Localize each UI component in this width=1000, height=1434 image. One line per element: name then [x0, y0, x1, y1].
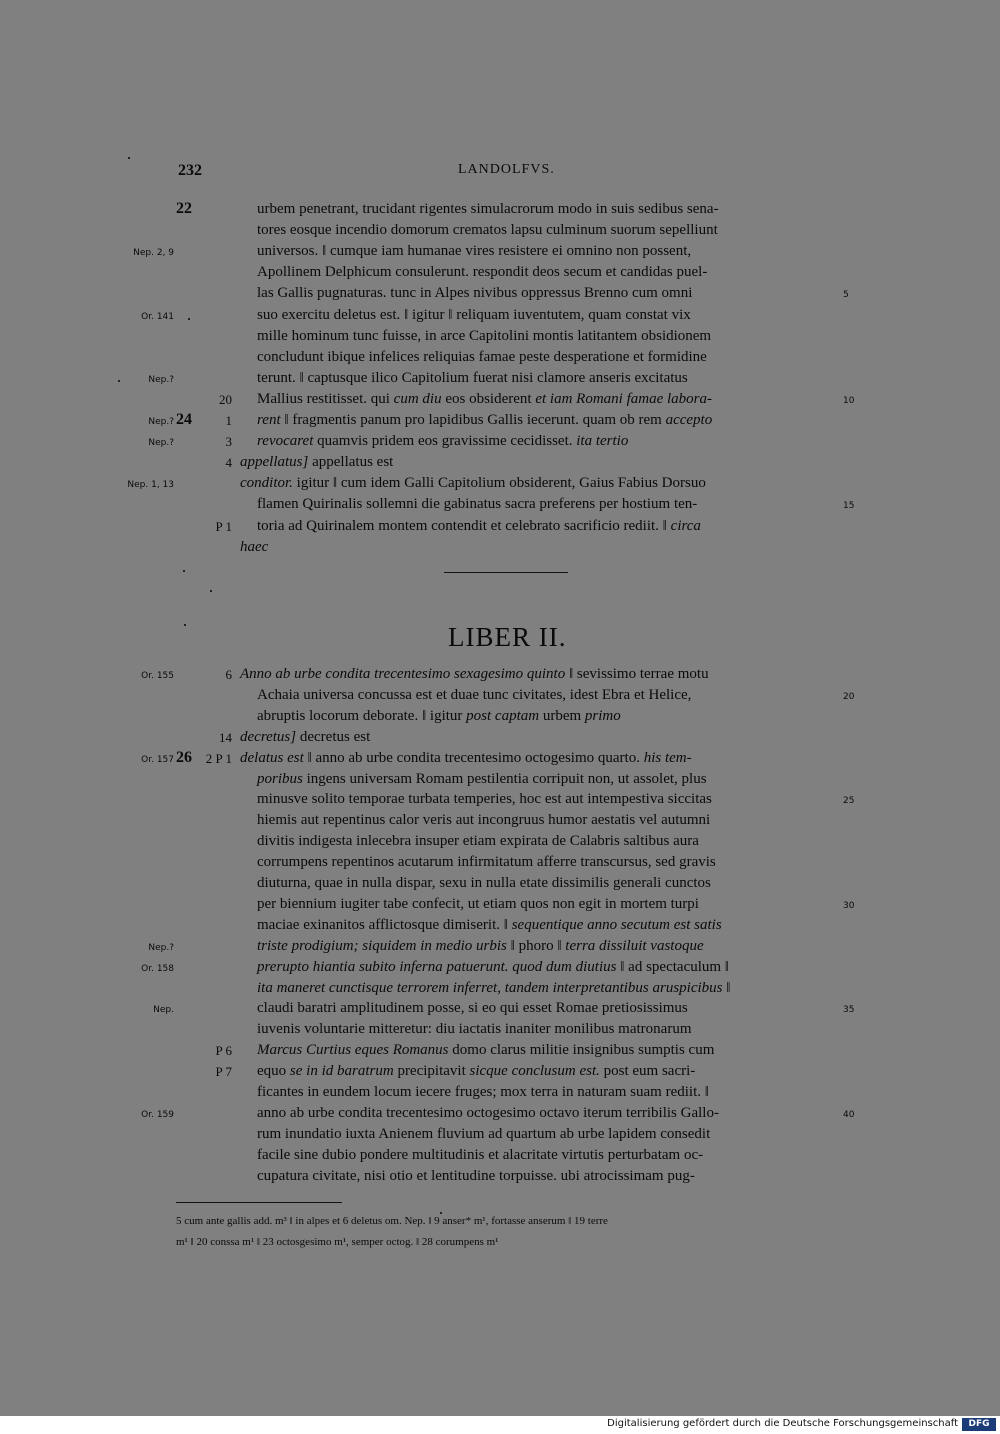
source-reference: Nep. [153, 1005, 174, 1016]
line-text: cupatura civitate, nisi otio et lentitudine torpuisse. ubi atrocissimam pug- [257, 1167, 695, 1184]
footnote-line: m¹ ‖ 20 conssa m¹ ‖ 23 octosgesimo m¹, semper octog. ‖ 28 corumpens m¹ [176, 1236, 499, 1248]
text-line [0, 1063, 1000, 1084]
text-line [0, 687, 1000, 708]
apparatus-reference: 2 P 1 [205, 750, 232, 766]
text-line [0, 518, 1000, 539]
text-line [0, 708, 1000, 729]
line-text: ficantes in eundem locum iecere fruges; mox terra in naturam suam rediit. ‖ [257, 1084, 709, 1100]
source-reference: Or. 159 [141, 1109, 174, 1120]
line-text: poribus ingens universam Romam pestilentia corripuit non, ut assolet, plus [257, 770, 707, 787]
dfg-logo: DFG [962, 1418, 996, 1431]
line-text: corrumpens repentinos acutarum infirmitatum afferre transcursus, sed gravis [257, 854, 716, 871]
text-line [0, 222, 1000, 243]
text-line [0, 1147, 1000, 1168]
line-number: 40 [843, 1109, 855, 1120]
line-text: flamen Quirinalis sollemni die gabinatus sacra preferens per hostium ten- [257, 496, 698, 513]
text-line [0, 391, 1000, 412]
line-text: tores eosque incendio domorum crematos lapsu culminum suorum sepelliunt [257, 222, 718, 239]
text-line [0, 875, 1000, 896]
line-text: per biennium iugiter tabe confecit, ut etiam quos non egit in mortem turpi [257, 895, 699, 912]
line-text: mille hominum tunc fuisse, in arce Capitolini montis latitantem obsidionem [257, 327, 712, 344]
text-line [0, 1021, 1000, 1042]
scan-speck [184, 624, 186, 626]
line-number: 5 [843, 290, 849, 301]
running-head: LANDOLFVS. [458, 162, 555, 177]
line-text: terunt. ‖ captusque ilico Capitolium fuerat nisi clamore anseris excitatus [257, 369, 688, 386]
text-line [0, 854, 1000, 875]
text-line [0, 917, 1000, 938]
line-text: haec [240, 538, 269, 555]
line-text: abruptis locorum deborate. ‖ igitur post captam urbem primo [257, 707, 621, 724]
text-line [0, 475, 1000, 496]
line-number: 35 [843, 1005, 855, 1016]
source-reference: Nep. 2, 9 [133, 248, 174, 259]
text-line [0, 412, 1000, 433]
text-line [0, 243, 1000, 264]
apparatus-reference: 4 [225, 455, 232, 471]
text-line [0, 349, 1000, 370]
line-text: toria ad Quirinalem montem contendit et celebrato sacrificio rediit. ‖ circa [257, 517, 701, 534]
line-text: delatus est ‖ anno ab urbe condita trecentesimo octogesimo quarto. his tem- [240, 749, 692, 766]
line-number: 30 [843, 900, 855, 911]
line-number: 20 [843, 691, 855, 702]
text-line [0, 433, 1000, 454]
text-line [0, 750, 1000, 771]
text-line [0, 307, 1000, 328]
text-line [0, 1042, 1000, 1063]
line-text: equo se in id baratrum precipitavit sicque conclusum est. post eum sacri- [257, 1063, 696, 1080]
line-text: Achaia universa concussa est et duae tunc civitates, idest Ebra et Helice, [257, 686, 692, 703]
page-header [0, 162, 1000, 186]
footnote-rule [176, 1202, 342, 1203]
text-line [0, 328, 1000, 349]
chapter-number: 24 [176, 411, 192, 428]
text-line [0, 539, 1000, 560]
text-line [0, 370, 1000, 391]
line-text: claudi baratri amplitudinem posse, si eo qui esset Romae pretiosissimus [257, 1000, 688, 1017]
line-text: prerupto hiantia subito inferna patuerunt. quod dum diutius ‖ ad spectaculum ‖ [257, 958, 730, 975]
line-text: hiemis aut repentinus calor veris aut incongruus humor aestatis vel autumni [257, 812, 711, 829]
scan-speck [210, 590, 212, 592]
text-line [0, 1168, 1000, 1189]
apparatus-reference: 6 [225, 667, 232, 682]
page-number: 232 [178, 162, 202, 179]
text-line [0, 771, 1000, 792]
book-title: LIBER II. [448, 622, 567, 652]
line-text: conditor. igitur ‖ cum idem Galli Capitolium obsiderent, Gaius Fabius Dorsuo [240, 475, 706, 492]
chapter-number: 22 [176, 200, 192, 217]
scan-speck [118, 380, 120, 382]
line-text: maciae exinanitos afflictosque dimiserit. ‖ sequentique anno secutum est satis [257, 916, 722, 933]
line-text: decretus] decretus est [240, 728, 371, 745]
apparatus-reference: P 1 [215, 518, 232, 534]
line-text: rum inundatio iuxta Anienem fluvium ad quartum ab urbe lapidem consedit [257, 1125, 711, 1142]
line-text: las Gallis pugnaturas. tunc in Alpes nivibus oppressus Brenno cum omni [257, 285, 693, 302]
line-number: 25 [843, 796, 855, 807]
source-reference: Or. 157 [141, 754, 174, 765]
apparatus-reference: 3 [225, 434, 232, 450]
source-reference: Or. 155 [141, 671, 174, 681]
apparatus-reference: 1 [225, 413, 232, 428]
apparatus-reference: 20 [219, 391, 232, 407]
scan-speck [188, 318, 190, 320]
line-text: diuturna, quae in nulla dispar, sexu in nulla etate dissimilis generali cunctos [257, 875, 711, 891]
line-text: minusve solito temporae turbata temperies, hoc est aut intempestiva siccitas [257, 791, 712, 808]
text-line [0, 791, 1000, 812]
text-line [0, 1105, 1000, 1126]
text-line [0, 496, 1000, 517]
line-text: anno ab urbe condita trecentesimo octogesimo octavo iterum terribilis Gallo- [257, 1104, 719, 1121]
digitization-footer [0, 1416, 1000, 1434]
line-text: Apollinem Delphicum consulerunt. respondit deos secum et candidas puel- [257, 264, 708, 281]
text-line [0, 812, 1000, 833]
line-text: rent ‖ fragmentis panum pro lapidibus Gallis iecerunt. quam ob rem accepto [257, 412, 713, 428]
line-text: Marcus Curtius eques Romanus domo clarus militie insignibus sumptis cum [257, 1042, 715, 1059]
text-line [0, 1126, 1000, 1147]
apparatus-reference: P 6 [215, 1043, 232, 1059]
source-reference: Nep.? [148, 438, 174, 449]
text-line [0, 264, 1000, 285]
line-text: concludunt ibique infelices reliquias famae peste desperatione et formidine [257, 348, 707, 365]
source-reference: Or. 141 [141, 311, 174, 322]
text-line [0, 1000, 1000, 1021]
text-line [0, 896, 1000, 917]
line-text: Mallius restitisset. qui cum diu eos obsiderent et iam Romani famae labora- [257, 390, 712, 407]
footnote-line: 5 cum ante gallis add. m³ ‖ in alpes et 6 deletus om. Nep. ‖ 9 anser* m¹, fortasse anserum ‖ 19 terre [176, 1215, 608, 1227]
chapter-number: 26 [176, 748, 192, 766]
line-text: ita maneret cunctisque terrorem inferret, tandem interpretantibus aruspicibus ‖ [257, 979, 731, 996]
text-line [0, 1084, 1000, 1105]
source-reference: Nep. 1, 13 [127, 480, 174, 491]
source-reference: Or. 158 [141, 963, 174, 974]
source-reference: Nep.? [148, 417, 174, 427]
line-text: revocaret quamvis pridem eos gravissime cecidisset. ita tertio [257, 433, 629, 450]
apparatus-reference: 14 [219, 729, 232, 745]
text-line [0, 454, 1000, 475]
text-line [0, 959, 1000, 980]
line-number: 15 [843, 501, 855, 512]
source-reference: Nep.? [148, 374, 174, 385]
scan-speck [183, 570, 185, 572]
line-text: suo exercitu deletus est. ‖ igitur ‖ reliquam iuventutem, quam constat vix [257, 306, 691, 323]
text-line [0, 833, 1000, 854]
section-divider [444, 572, 568, 573]
text-line [0, 201, 1000, 222]
line-text: iuvenis voluntarie mitteretur: diu iactatis inaniter monilibus matronarum [257, 1021, 692, 1038]
line-text: triste prodigium; siquidem in medio urbis ‖ phoro ‖ terra dissiluit vastoque [257, 937, 704, 954]
text-line [0, 938, 1000, 959]
line-text: divitis indigesta inlecebra insuper etiam expirata de Calabris saltibus aura [257, 833, 699, 850]
line-text: appellatus] appellatus est [240, 454, 394, 471]
scan-speck [440, 1212, 442, 1214]
text-line [0, 729, 1000, 750]
line-text: universos. ‖ cumque iam humanae vires resistere ei omnino non possent, [257, 243, 692, 260]
text-line [0, 285, 1000, 306]
apparatus-reference: P 7 [215, 1064, 232, 1080]
line-text: Anno ab urbe condita trecentesimo sexagesimo quinto ‖ sevissimo terrae motu [240, 666, 709, 682]
footer-credit: Digitalisierung gefördert durch die Deutsche Forschungsgemeinschaft [607, 1418, 958, 1429]
text-line [0, 980, 1000, 1001]
line-text: urbem penetrant, trucidant rigentes simulacrorum modo in suis sedibus sena- [257, 201, 719, 217]
line-number: 10 [843, 395, 855, 406]
line-text: facile sine dubio pondere multitudinis et alacritate virtutis perturbatam oc- [257, 1146, 704, 1163]
text-line [0, 666, 1000, 687]
scan-speck [128, 157, 130, 159]
source-reference: Nep.? [148, 942, 174, 953]
